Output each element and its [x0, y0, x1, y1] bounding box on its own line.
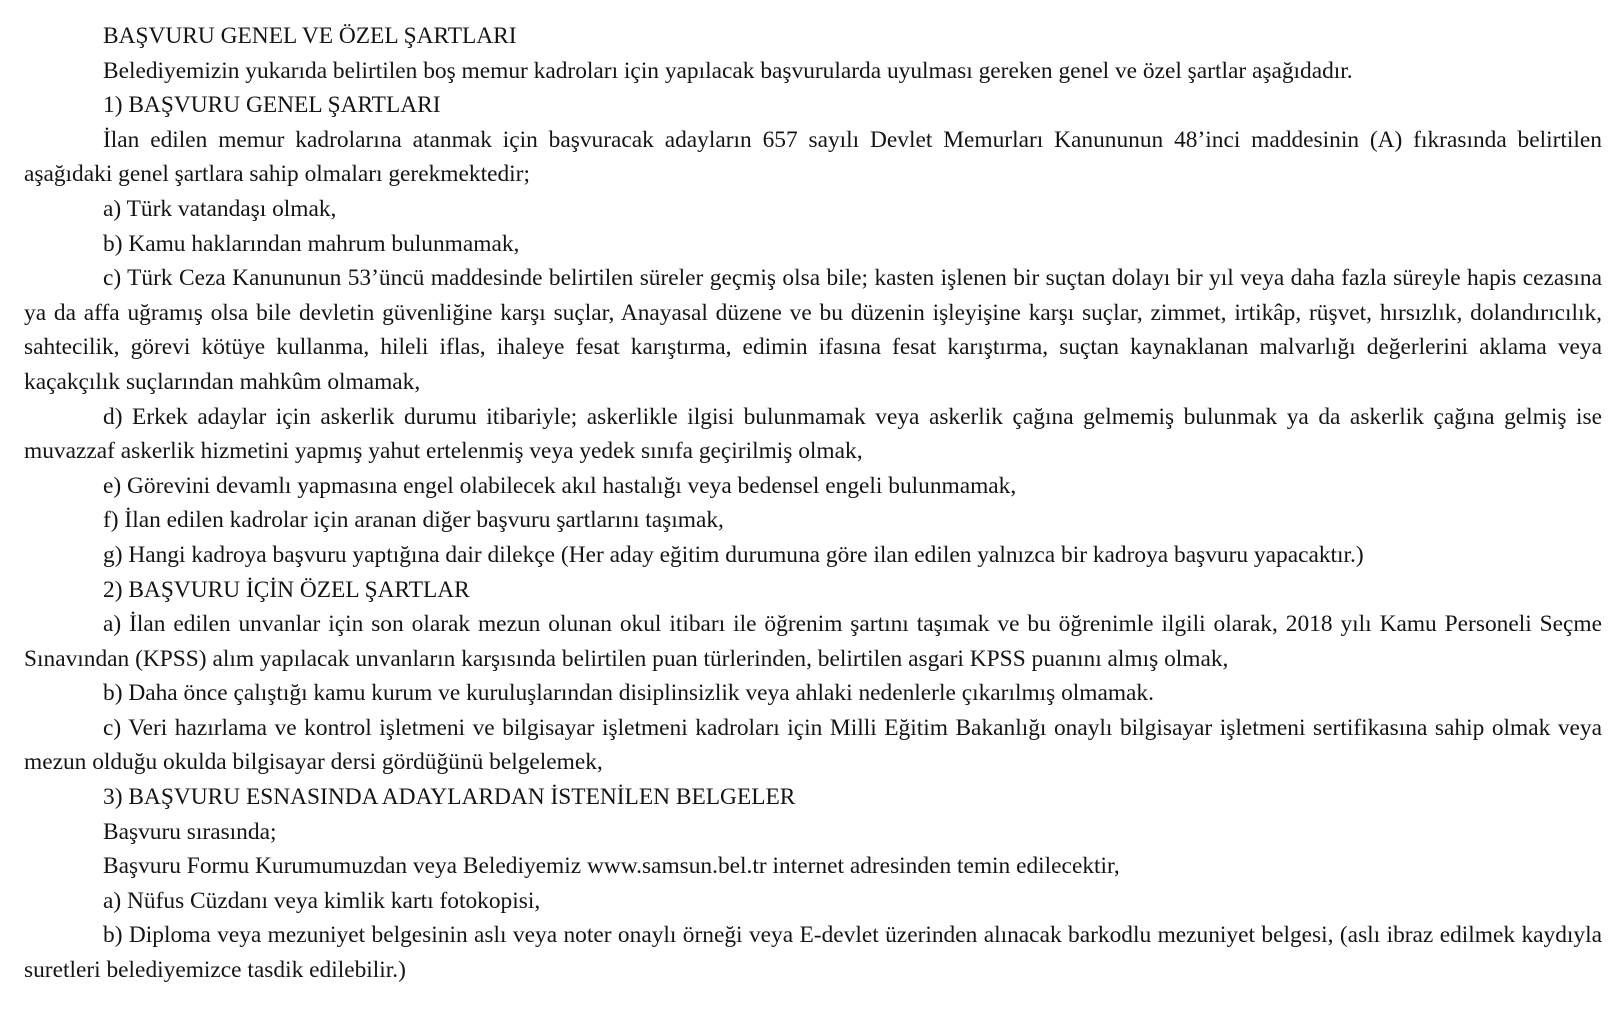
section-2-item-c: c) Veri hazırlama ve kontrol işletmeni ve bilgisayar işletmeni kadroları için Milli Eğitim Bakanlığı onaylı bilgisayar işletmeni sertifikasına sahip olmak veya mezun olduğu okulda bilgisayar dersi gördüğünü belgelemek, — [24, 714, 1602, 776]
section-3-item-b: b) Diploma veya mezuniyet belgesinin aslı veya noter onaylı örneği veya E-devlet üzerinden alınacak barkodlu mezuniyet belgesi, (aslı ibraz edilmek kaydıyla suretleri belediyemizce tasdik edilebilir.) — [24, 922, 1602, 984]
intro-paragraph: Belediyemizin yukarıda belirtilen boş memur kadroları için yapılacak başvurularda uyulması gereken genel ve özel şartlar aşağıdadır. — [103, 57, 1353, 84]
section-3-item-a: a) Nüfus Cüzdanı veya kimlik kartı fotokopisi, — [103, 887, 541, 914]
section-1-item-e: e) Görevini devamlı yapmasına engel olabilecek akıl hastalığı veya bedensel engeli bulunmamak, — [103, 472, 1017, 499]
section-2-item-b: b) Daha önce çalıştığı kamu kurum ve kuruluşlarından disiplinsizlik veya ahlaki nedenlerle çıkarılmış olmamak. — [103, 680, 1154, 707]
document-heading: BAŞVURU GENEL VE ÖZEL ŞARTLARI — [103, 23, 517, 49]
section-1-item-f: f) İlan edilen kadrolar için aranan diğer başvuru şartlarını taşımak, — [103, 507, 724, 534]
section-1-lead-paragraph: İlan edilen memur kadrolarına atanmak için başvuracak adayların 657 sayılı Devlet Memurları Kanununun 48’inci maddesinin (A) fıkrasında belirtilen aşağıdaki genel şartlara sahip olmaları gerekmektedir; — [24, 126, 1602, 188]
section-1-item-c: c) Türk Ceza Kanununun 53’üncü maddesinde belirtilen süreler geçmiş olsa bile; kasten işlenen bir suçtan dolayı bir yıl veya daha fazla süreyle hapis cezasına ya da affa uğramış olsa bile devletin güvenliğine karşı suçlar, Anayasal düzene ve bu düzenin işleyişine karşı suçlar, zimmet, irtikâp, rüşvet, hırsızlık, dolandırıcılık, sahtecilik, görevi kötüye kullanma, hileli iflas, ihaleye fesat karıştırma, edimin ifasına fesat karıştırma, suçtan kaynaklanan malvarlığı değerlerini aklama veya kaçakçılık suçlarından mahkûm olmamak, — [24, 265, 1602, 395]
section-3-during-text: Başvuru sırasında; — [103, 818, 277, 845]
section-1-title: 1) BAŞVURU GENEL ŞARTLARI — [103, 92, 441, 119]
section-1-item-d: d) Erkek adaylar için askerlik durumu itibariyle; askerlikle ilgisi bulunmamak veya askerlik çağına gelmemiş bulunmak ya da askerlik çağına gelmiş ise muvazzaf askerlik hizmetini yapmış yahut ertelenmiş veya yedek sınıfa geçirilmiş olmak, — [24, 403, 1602, 465]
section-3-form-note: Başvuru Formu Kurumumuzdan veya Belediyemiz www.samsun.bel.tr internet adresinden temin edilecektir, — [103, 853, 1120, 880]
document-body — [24, 19, 1602, 988]
section-2-item-a: a) İlan edilen unvanlar için son olarak mezun olunan okul itibarı ile öğrenim şartını taşımak ve bu öğrenimle ilgili olarak, 2018 yılı Kamu Personeli Seçme Sınavından (KPSS) alım yapılacak unvanların karşısında belirtilen puan türlerinden, belirtilen asgari KPSS puanını almış olmak, — [24, 611, 1602, 672]
section-1-item-a: a) Türk vatandaşı olmak, — [103, 195, 337, 222]
section-1-item-g: g) Hangi kadroya başvuru yaptığına dair dilekçe (Her aday eğitim durumuna göre ilan edilen yalnızca bir kadroya başvuru yapacaktır.) — [103, 541, 1364, 568]
section-1-item-b: b) Kamu haklarından mahrum bulunmamak, — [103, 230, 520, 257]
section-3-title: 3) BAŞVURU ESNASINDA ADAYLARDAN İSTENİLEN BELGELER — [103, 784, 796, 811]
section-2-title: 2) BAŞVURU İÇİN ÖZEL ŞARTLAR — [103, 576, 470, 603]
